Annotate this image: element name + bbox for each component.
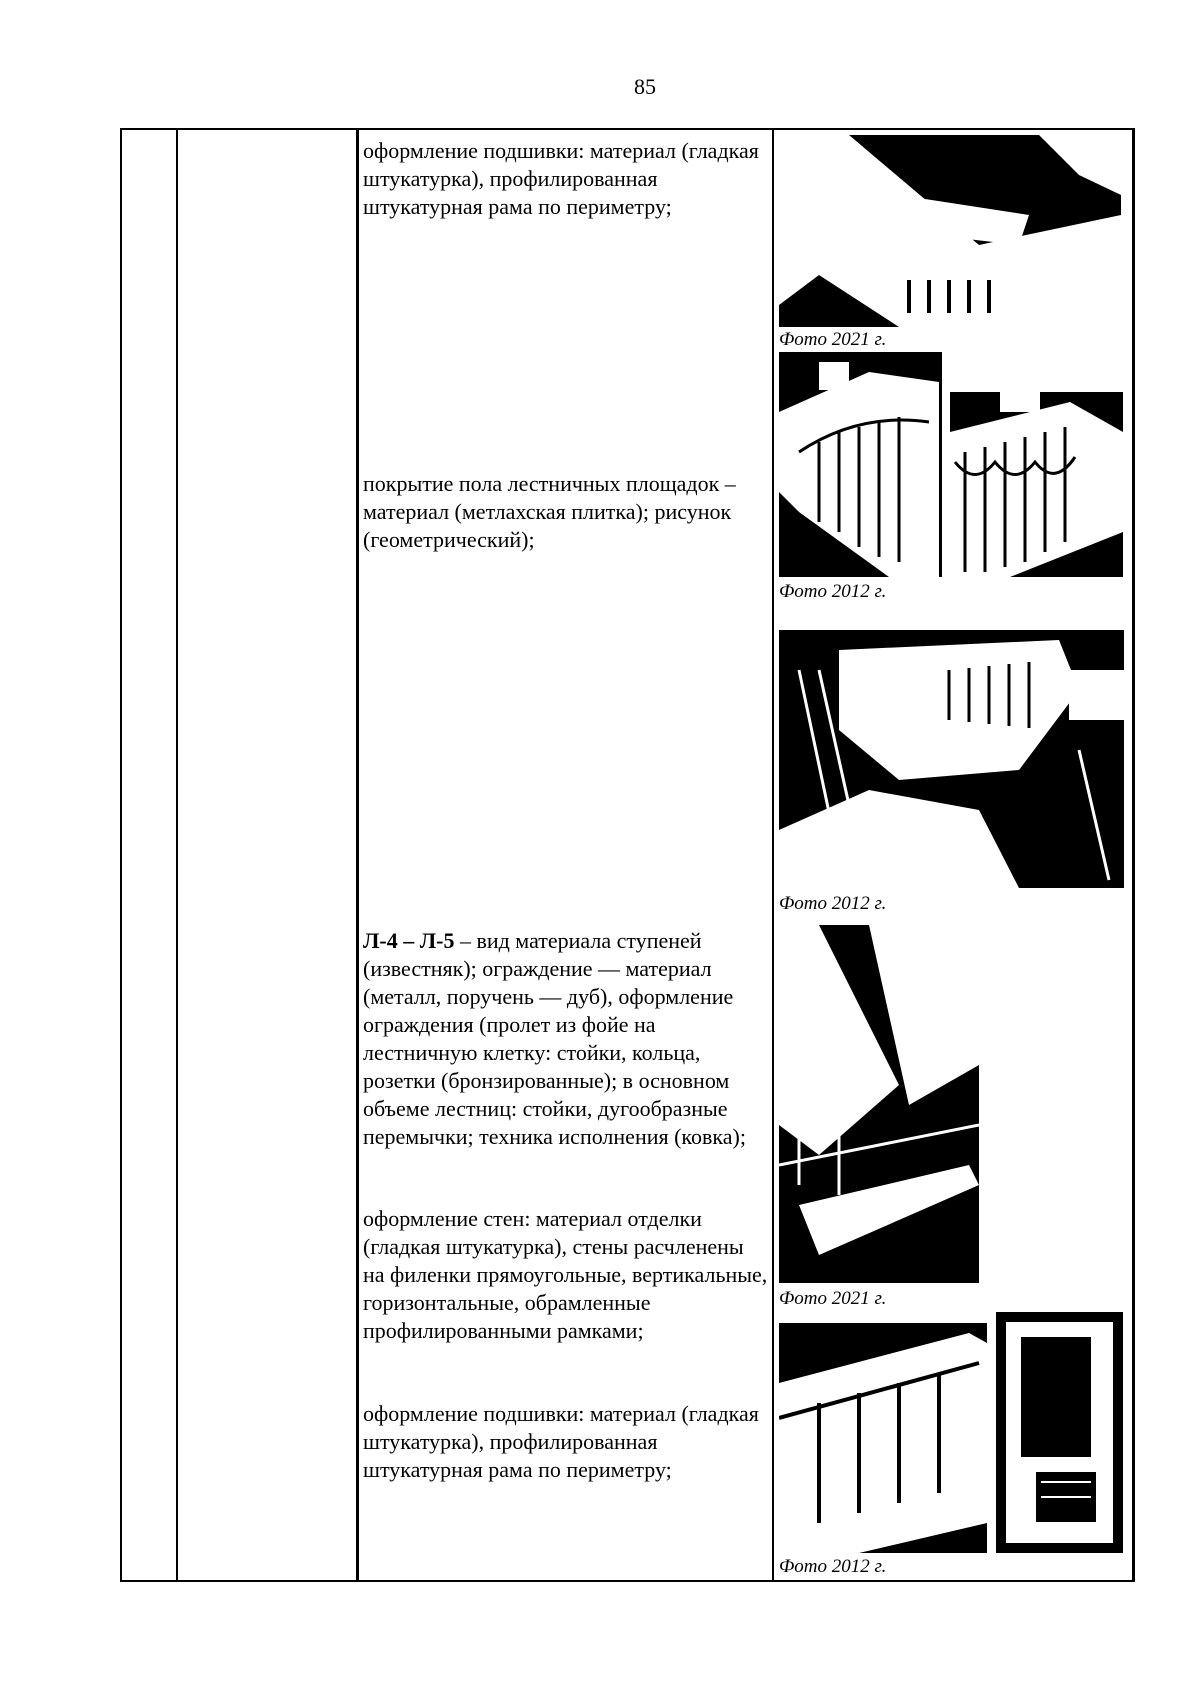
photo-2012-wall-panel — [996, 1312, 1123, 1553]
ceiling-2-text: оформление подшивки: материал (гладкая штукатурка), профилированная штукатурная рама по периметру; — [363, 1401, 759, 1482]
caption-photo-4: Фото 2021 г. — [779, 1288, 887, 1309]
page-number: 85 — [634, 74, 656, 99]
table-col-border-1 — [120, 128, 122, 1581]
walls-text: оформление стен: материал отделки (гладкая штукатурка), стены расчленены на филенки прямоугольные, вертикальные, горизонтальные, обрамленные профилированными рамками; — [363, 1206, 768, 1343]
caption-photo-1: Фото 2021 г. — [779, 329, 887, 350]
caption-photo-2: Фото 2012 г. — [779, 581, 887, 602]
table-bottom-border — [120, 1580, 1135, 1582]
stairs-code: Л-4 – Л-5 — [363, 928, 455, 953]
photo-2021-stair-railing — [779, 925, 979, 1283]
photo-2012-stairwell — [779, 630, 1124, 888]
text-stairs — [363, 927, 768, 1151]
photo-2021-ceiling — [779, 135, 1121, 327]
ceiling-1-text: оформление подшивки: материал (гладкая штукатурка), профилированная штукатурная рама по периметру; — [363, 138, 759, 219]
table-col-border-3 — [356, 128, 359, 1581]
photo-2012-railing-left — [779, 352, 942, 577]
caption-photo-3: Фото 2012 г. — [779, 893, 887, 914]
stairs-text: – вид материала ступеней (известняк); ограждение — материал (металл, поручень — дуб), оформление ограждения (пролет из фойе на лестничную клетку: стойки, кольца, розетки (бронзированные); в основном объеме лестниц: стойки, дугообразные перемычки; техника исполнения (ковка); — [363, 928, 746, 1149]
table-col-border-5 — [1132, 128, 1135, 1581]
text-ceiling-2 — [363, 1400, 768, 1484]
table-top-border — [120, 128, 1135, 130]
table-col-border-2 — [176, 128, 178, 1581]
floor-text: покрытие пола лестничных площадок – материал (метлахская плитка); рисунок (геометрический); — [363, 471, 736, 552]
photo-2012-railing-right — [950, 392, 1123, 577]
text-walls — [363, 1205, 768, 1345]
table-col-border-4 — [772, 128, 774, 1581]
caption-photo-5: Фото 2012 г. — [779, 1556, 887, 1577]
text-ceiling-1 — [363, 137, 768, 221]
text-floor — [363, 470, 768, 554]
photo-2012-wall-railing — [779, 1323, 987, 1553]
